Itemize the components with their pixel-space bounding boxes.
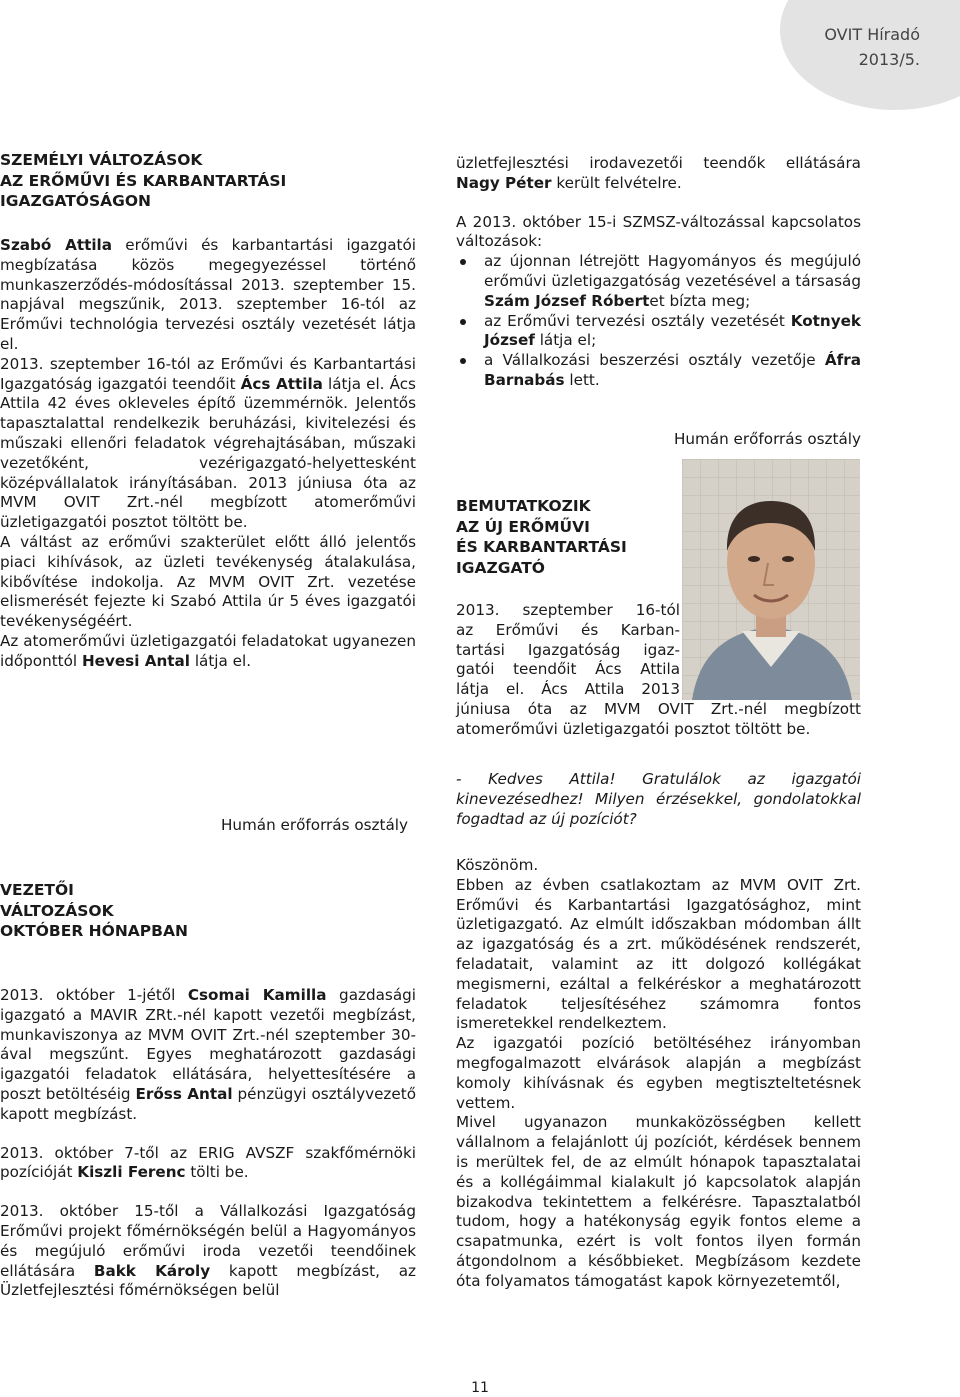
- interview-answer: [456, 856, 861, 1292]
- left-signature-block: [0, 816, 408, 836]
- intro-line: 2013. szeptember 16-tól: [456, 601, 680, 619]
- paragraph: üzletfejlesztési irodavezetői teendők ellátására Nagy Péter került felvételre.: [456, 154, 861, 192]
- heading-szemelyi-valtozasok: SZEMÉLYI VÁLTOZÁSOK AZ ERŐMŰVI ÉS KARBANTARTÁSI IGAZGATÓSÁGON: [0, 151, 287, 210]
- publication-title: OVIT Híradó: [824, 25, 920, 44]
- intro-lines: [456, 601, 680, 700]
- intro-rest: júniusa óta az MVM OVIT Zrt.-nél megbízott atomerőművi üzletigazgatói posztot töltött be.: [456, 700, 861, 738]
- intro-line: gatói teendőit Ács Attila: [456, 660, 680, 679]
- issue-number: 2013/5.: [858, 50, 920, 69]
- intro-line: látja el. Ács Attila 2013: [456, 680, 680, 699]
- page-number: 11: [471, 1380, 489, 1396]
- intro-line: tartási Igazgatóság igaz-: [456, 640, 680, 659]
- interview-question: - Kedves Attila! Gratulálok az igazgatói kinevezésedhez! Milyen érzésekkel, gondolatokkal fogadtad az új pozíciót?: [456, 770, 861, 828]
- left-article-1: [0, 236, 416, 672]
- paragraph: 2013. október 15-től a Vállalkozási Igazgatóság Erőművi projekt főmérnökségén belül a Hagyományos és megújuló erőművi iroda vezetői teendőinek ellátására Bakk Károly kapott megbízást, az Üzletfejlesztési főmérnökségen belül: [0, 1202, 416, 1300]
- signature: Humán erőforrás osztály: [220, 816, 408, 834]
- paragraph: Mivel ugyanazon munkaközösségben kellett vállalnom a felajánlott új pozíciót, kérdések bennem is merültek fel, de az elmúlt hónapok tapasztalatai és a kollégáimmal kialakult jó kapcsolatok alapján bizakodva tekintettem a felkérésre. Tapasztalatból tudom, hogy a hatékonyság egyik fontos eleme a csapatmunka, ezért is volt fontos ilyen formán átgondolnom a későbbieket. Megbízásom kezdete óta folyamatos támogatást kapok környezetemtől,: [456, 1113, 861, 1290]
- left-article-2: [0, 986, 416, 1301]
- paragraph: 2013. október 1-jétől Csomai Kamilla gazdasági igazgató a MAVIR ZRt.-nél kapott vezetői megbízást, munkaviszonya az MVM OVIT Zrt.-nél szeptember 30-ával megszűnt. Egyes meghatározott gazdasági igazgatói feladatok ellátására, helyettesítésére a poszt betöltéséig Erőss Antal pénzügyi osztályvezető kapott megbízást.: [0, 986, 416, 1123]
- paragraph: Az atomerőművi üzletigazgatói feladatokat ugyanezen időponttól Hevesi Antal látja el.: [0, 631, 416, 670]
- list-item: az Erőművi tervezési osztály vezetését Kotnyek József látja el;: [456, 312, 861, 352]
- bullet-list: [456, 252, 861, 391]
- paragraph: Ebben az évben csatlakoztam az MVM OVIT Zrt. Erőművi és Karbantartási Igazgatósághoz, mint üzletigazgató. Az elmúlt időszakban módomban állt az igazgatóság és a zrt. működésének rendszerét, feladatait, valamint az itt dolgozó kollégákat megismerni, ezáltal a felkéréskor a meghatározott feladatok teljesítéséhez számomra fontos ismeretekkel rendelkeztem.: [456, 875, 861, 1033]
- heading-bemutatkozik: BEMUTATKOZIK AZ ÚJ ERŐMŰVI ÉS KARBANTARTÁSI IGAZGATÓ: [456, 497, 627, 577]
- portrait-image: [682, 459, 860, 700]
- paragraph: Az igazgatói pozíció betöltéséhez irányomban megfogalmazott elvárások alapján a megbízást komoly kihívásnak és egyben megtiszteltetésnek vettem.: [456, 1034, 861, 1112]
- right-signature-block: [456, 430, 861, 450]
- heading-vezetoi-valtozasok: VEZETŐI VÁLTOZÁSOK OKTÓBER HÓNAPBAN: [0, 881, 188, 940]
- intro-line: az Erőművi és Karban-: [456, 620, 680, 639]
- paragraph: A 2013. október 15-i SZMSZ-változással kapcsolatos változások:: [456, 212, 861, 251]
- portrait-photo: [682, 459, 860, 700]
- signature: Humán erőforrás osztály: [673, 430, 861, 448]
- paragraph: Szabó Attila erőművi és karbantartási igazgatói megbízatása közös megegyezéssel történő munkaszerződés-módosítással 2013. szeptember 15. napjával megszűnik, 2013. szeptember 16-tól az Erőművi technológia tervezési osztály vezetését látja el.: [0, 236, 416, 353]
- right-article-1: [456, 154, 861, 391]
- paragraph: A váltást az erőművi szakterület előtt álló jelentős piaci kihívások, az üzleti tevékenység átalakulása, kibővítése indokolja. Az MVM OVIT Zrt. vezetése elismerését fejezte ki Szabó Attila úr 5 éves igazgatói tevékenységéért.: [0, 532, 416, 631]
- list-item: az újonnan létrejött Hagyományos és megújuló erőművi üzletigazgatóság vezetésével a társaság Szám József Róbertet bízta meg;: [456, 252, 861, 311]
- paragraph: 2013. október 7-től az ERIG AVSZF szakfőmérnöki pozícióját Kiszli Ferenc tölti be.: [0, 1143, 416, 1182]
- header-badge-text: [824, 22, 920, 72]
- paragraph: Köszönöm.: [456, 856, 539, 874]
- paragraph: 2013. szeptember 16-tól az Erőművi és Karbantartási Igazgatóság igazgatói teendőit Ács Attila látja el. Ács Attila 42 éves okleveles építő üzemmérnök. Jelentős tapasztalattal rendelkezik beruházási, kivitelezési és műszaki ellenőri feladatok végrehajtásában, műszaki vezetőként, vezérigazgató-helyettesként középvállalatok irányításában. 2013 júniusa óta az MVM OVIT Zrt.-nél megbízott atomerőművi üzletigazgatói posztot töltött be.: [0, 354, 416, 532]
- list-item: a Vállalkozási beszerzési osztály vezetője Áfra Barnabás lett.: [456, 351, 861, 391]
